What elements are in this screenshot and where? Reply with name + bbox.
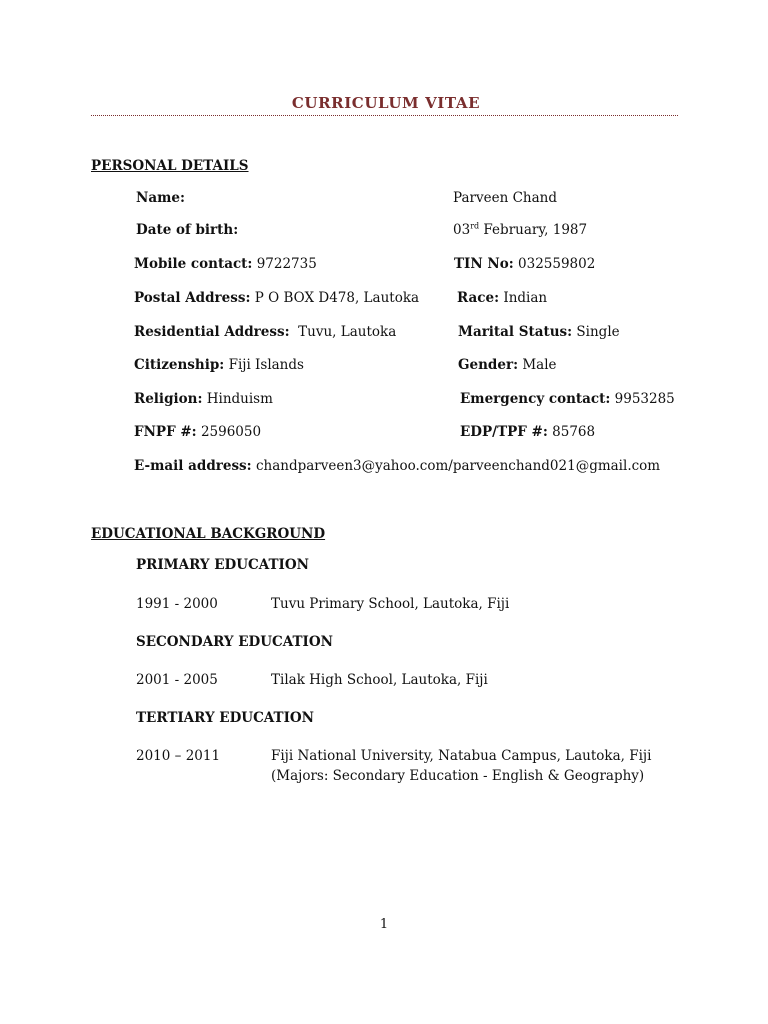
personal-details-heading: PERSONAL DETAILS — [91, 158, 249, 174]
secondary-school: Tilak High School, Lautoka, Fiji — [271, 672, 488, 688]
tin-number: TIN No: 032559802 — [454, 256, 596, 272]
marital-status: Marital Status: Single — [458, 324, 620, 340]
primary-school: Tuvu Primary School, Lautoka, Fiji — [271, 596, 510, 612]
citizenship: Citizenship: Fiji Islands — [134, 357, 304, 373]
dob-value: 03rd February, 1987 — [453, 221, 588, 238]
primary-years: 1991 - 2000 — [136, 596, 218, 612]
tertiary-years: 2010 – 2011 — [136, 748, 221, 764]
document-title: CURRICULUM VITAE — [291, 94, 481, 112]
title-divider — [91, 115, 678, 116]
postal-address: Postal Address: P O BOX D478, Lautoka — [134, 290, 420, 306]
emergency-contact: Emergency contact: 9953285 — [460, 391, 675, 407]
edp-tpf-number: EDP/TPF #: 85768 — [460, 424, 596, 440]
secondary-education-heading: SECONDARY EDUCATION — [136, 634, 333, 650]
name-label: Name: — [136, 190, 185, 206]
dob-label: Date of birth: — [136, 222, 239, 238]
tertiary-school: Fiji National University, Natabua Campus, Lautoka, Fiji — [271, 748, 652, 764]
race: Race: Indian — [457, 290, 548, 306]
email-address: E-mail address: chandparveen3@yahoo.com/parveenchand021@gmail.com — [134, 458, 661, 474]
name-value: Parveen Chand — [453, 190, 557, 206]
secondary-years: 2001 - 2005 — [136, 672, 218, 688]
fnpf-number: FNPF #: 2596050 — [134, 424, 262, 440]
gender: Gender: Male — [458, 357, 557, 373]
page-number: 1 — [379, 917, 389, 932]
religion: Religion: Hinduism — [134, 391, 273, 407]
residential-address: Residential Address: Tuvu, Lautoka — [134, 324, 397, 340]
tertiary-majors: (Majors: Secondary Education - English & Geography) — [271, 768, 645, 784]
primary-education-heading: PRIMARY EDUCATION — [136, 557, 309, 573]
mobile-contact: Mobile contact: 9722735 — [134, 256, 317, 272]
tertiary-education-heading: TERTIARY EDUCATION — [136, 710, 315, 726]
educational-background-heading: EDUCATIONAL BACKGROUND — [91, 526, 326, 542]
